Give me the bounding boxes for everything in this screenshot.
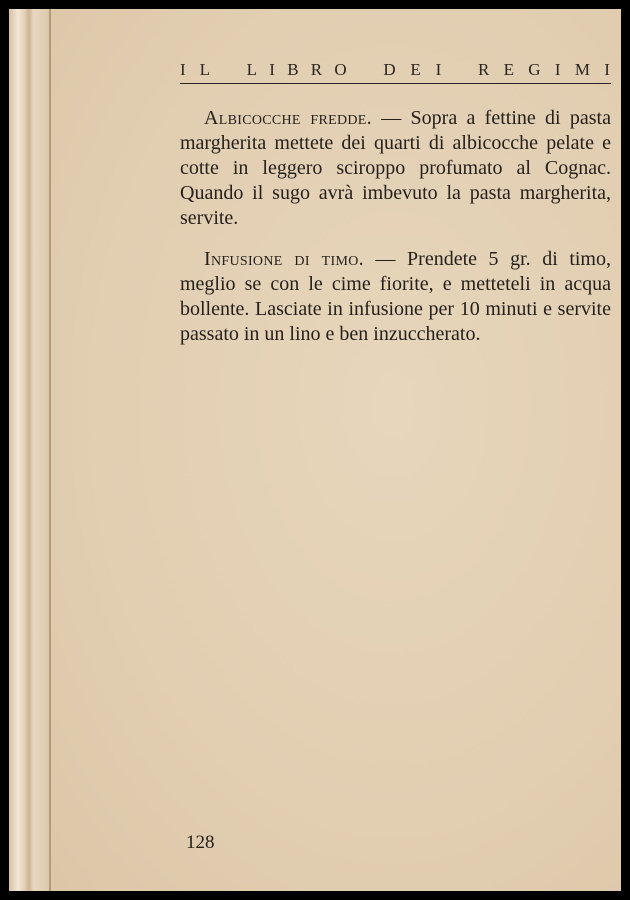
book-spine-gutter	[9, 9, 49, 891]
running-head-letter: I	[435, 60, 442, 79]
running-head-letter: G	[528, 60, 541, 79]
running-head-letter: L	[246, 60, 258, 79]
running-head-letter: R	[310, 60, 323, 79]
running-head-letter: O	[334, 60, 347, 79]
running-head-word	[478, 60, 610, 80]
running-head-letter: I	[554, 60, 561, 79]
running-head-word	[247, 60, 347, 80]
running-head	[180, 60, 610, 80]
running-head-letter: B	[287, 60, 299, 79]
recipe-paragraph	[180, 106, 611, 231]
running-head-letter: L	[199, 60, 210, 79]
running-head-letter: E	[503, 60, 514, 79]
running-head-word	[383, 60, 441, 80]
recipe-paragraph	[180, 247, 611, 347]
running-head-letter: R	[477, 60, 490, 79]
header-rule	[180, 83, 611, 84]
running-head-letter: D	[383, 60, 396, 79]
running-head-word	[180, 60, 210, 80]
recipe-title: Infusione di timo.	[204, 248, 364, 270]
recipe-text: — Sopra a fettine di pasta margherita mettete dei quarti di albicocche pelate e cotte in leggero sciroppo profumato al Cognac. Quando il sugo avrà imbevuto la pasta margherita, servite.	[180, 107, 611, 229]
recipe-text: — Prendete 5 gr. di timo, meglio se con le cime fiorite, e metteteli in acqua bollente. Lasciate in infusione per 10 minuti e servite passato in un lino e ben inzuccherato.	[180, 248, 611, 345]
running-head-letter: M	[574, 60, 590, 79]
running-head-letter: I	[180, 60, 186, 79]
recipe-title: Albicocche fredde.	[204, 107, 372, 129]
running-head-letter: I	[604, 60, 610, 79]
page-body	[180, 106, 611, 363]
running-head-letter: E	[410, 60, 421, 79]
page-number: 128	[186, 832, 215, 853]
running-head-letter: I	[269, 60, 275, 79]
